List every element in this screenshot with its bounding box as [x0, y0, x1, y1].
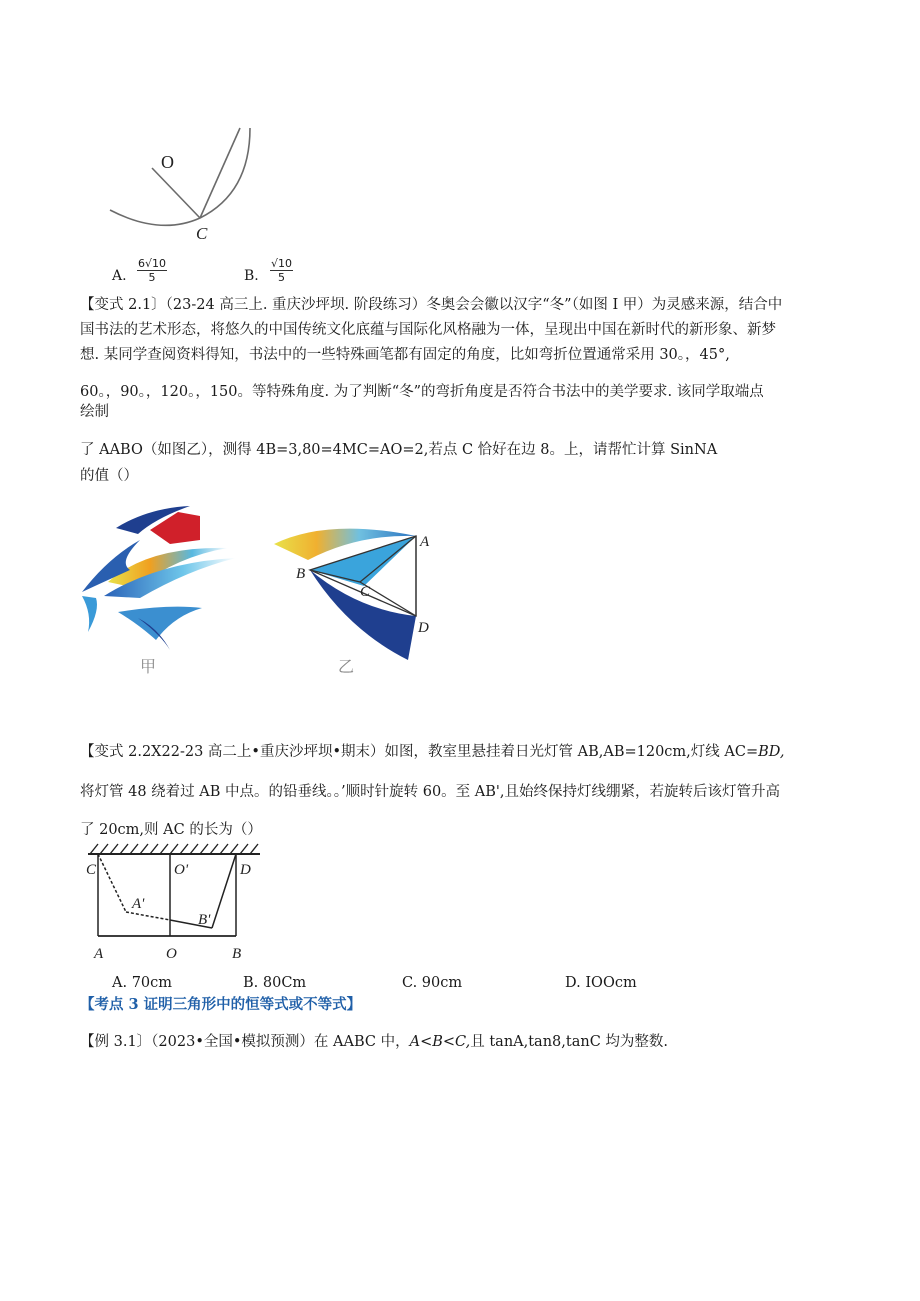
section3-title: 【考点 3 证明三角形中的恒等式或不等式】	[80, 996, 362, 1013]
q22-line1-text: 【变式 2.2X22-23 高二上•重庆沙坪坝•期末）如图，教室里悬挂着日光灯管 AB,AB=120cm,灯线 AC=	[80, 744, 759, 760]
option-22-c: C. 90cm	[402, 975, 463, 991]
ex31-prefix: 【例 3.1〕（2023•全国•模拟预测）在 AABC 中，	[80, 1034, 410, 1050]
wire-ca1	[98, 854, 126, 912]
lamp-label-b1: B'	[198, 912, 211, 928]
radius-line	[152, 168, 200, 218]
q21-line2: 国书法的艺术形态，将悠久的中国传统文化底蕴与国际化风格融为一体，呈现出中国在新时代的新形象、新梦	[80, 322, 776, 338]
geometry-figure	[268, 520, 448, 680]
q21-line4: 60。，90。，120。，150。等特殊角度. 为了判断“冬”的弯折角度是否符合书法中的美学要求. 该同学取端点	[80, 384, 764, 400]
option-b-numerator: √10	[271, 257, 293, 270]
lamp-figure	[82, 840, 264, 964]
label-c2: C	[360, 584, 371, 600]
option-22-d: D. IOOcm	[565, 975, 637, 991]
lamp-label-a1: A'	[132, 896, 145, 912]
option-a-denominator: 5	[148, 271, 156, 284]
ex31-suffix: 且 tanA,tan8,tanC 均为整数.	[470, 1034, 669, 1050]
option-a-letter: A.	[112, 268, 127, 284]
lamp-label-b: B	[232, 946, 242, 962]
q22-line3: 了 20cm,则 AC 的长为（）	[80, 822, 262, 838]
option-a-numerator: 6√10	[138, 257, 167, 270]
q21-line6: 了 AABO（如图乙），测得 4B=3,80=4MC=AO=2,若点 C 恰好在边 8。上，请帮忙计算 SinNA	[80, 442, 718, 458]
emblem-caption: 甲	[140, 659, 157, 676]
option-a-fraction	[137, 257, 167, 284]
label-d: D	[418, 620, 429, 636]
label-a: A	[420, 534, 430, 550]
label-o: O	[161, 152, 174, 172]
q22-line2: 将灯管 48 绕着过 AB 中点。的铅垂线。。’顺时针旋转 60。至 AB',且始终保持灯线绷紧，若旋转后该灯管升高	[80, 784, 781, 800]
option-b-letter: B.	[244, 268, 259, 284]
q21-line3: 想. 某同学查阅资料得知，书法中的一些特殊画笔都有固定的角度，比如弯折位置通常采用 30。，45°,	[80, 347, 730, 363]
option-22-b: B. 80Cm	[243, 975, 307, 991]
circle-arc	[110, 128, 250, 225]
label-c: C	[196, 224, 208, 243]
emblem-blue-bottom	[118, 607, 202, 640]
option-b-denominator: 5	[278, 271, 285, 284]
lamp-label-o1: O'	[174, 862, 189, 878]
circle-figure	[100, 118, 270, 248]
emblem-figure	[78, 500, 248, 680]
lamp-label-c: C	[86, 862, 97, 878]
lamp-label-d: D	[240, 862, 251, 878]
option-22-a: A. 70cm	[112, 975, 173, 991]
geometry-caption: 乙	[338, 659, 355, 676]
lamp-label-a: A	[94, 946, 104, 962]
lamp-label-o: O	[166, 946, 177, 962]
wire-db1	[212, 854, 236, 928]
ex31-ineq: A<B<C,	[409, 1034, 471, 1050]
q22-line1	[80, 742, 784, 762]
ceiling-hatch	[90, 844, 258, 854]
ex31-line	[80, 1032, 668, 1052]
q21-line5: 绘制	[80, 404, 109, 420]
q22-line1-italic: BD,	[758, 744, 785, 760]
q21-line1: 【变式 2.1〕（23-24 高三上. 重庆沙坪坝. 阶段练习）冬奥会会徽以汉字“冬”（如图 I 甲）为灵感来源，结合中	[80, 297, 783, 313]
q21-line7: 的值（）	[80, 468, 138, 484]
option-b-fraction	[270, 257, 293, 284]
label-b: B	[296, 566, 306, 582]
emblem-bottom-curve	[82, 596, 97, 632]
tube-a1o	[126, 912, 170, 920]
